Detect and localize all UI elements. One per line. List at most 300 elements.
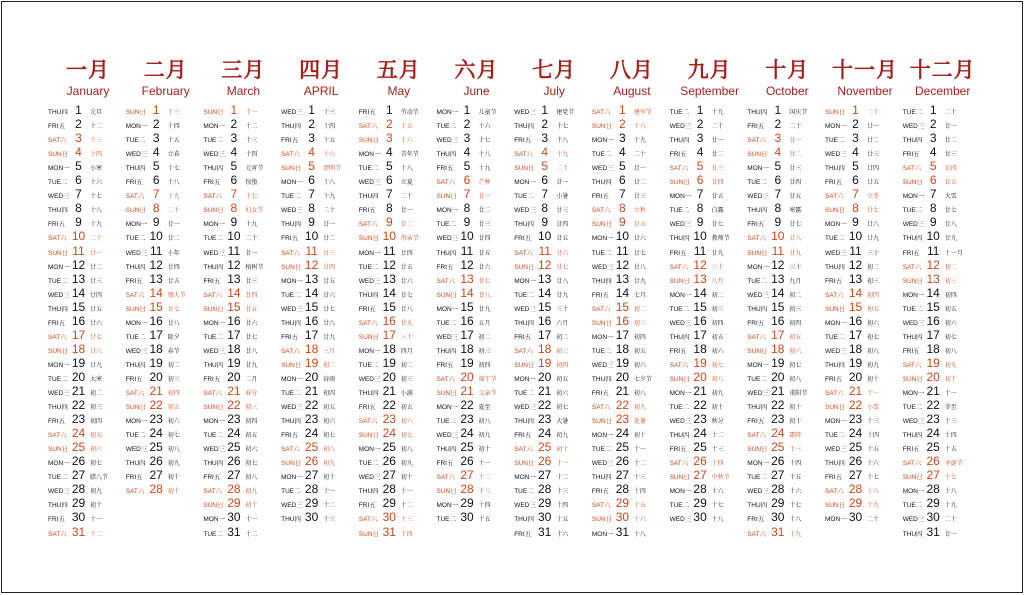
day-number: 20 xyxy=(227,369,241,384)
weekday-label: THU四 xyxy=(281,221,301,229)
day-row xyxy=(48,511,128,525)
day-row xyxy=(281,259,361,273)
weekday-label: SUN日 xyxy=(591,516,613,524)
lunar-date: 十四 xyxy=(323,123,336,131)
lunar-date: 廿一 xyxy=(944,123,957,131)
day-row xyxy=(747,371,827,385)
lunar-date: 十三 xyxy=(400,516,413,524)
day-number: 1 xyxy=(696,103,704,117)
lunar-date: 十五 xyxy=(556,516,569,524)
weekday-label: WED三 xyxy=(902,123,925,131)
weekday-label: TUE二 xyxy=(203,333,223,341)
lunar-date: 廿五 xyxy=(633,221,646,229)
lunar-date: 廿五 xyxy=(400,263,413,271)
day-row xyxy=(203,357,283,371)
day-row xyxy=(825,230,905,244)
lunar-date: 十六 xyxy=(478,123,491,131)
lunar-date: 十五 xyxy=(789,474,802,482)
day-row xyxy=(514,118,594,132)
weekday-label: WED三 xyxy=(591,263,614,271)
day-number: 16 xyxy=(460,313,474,328)
day-row xyxy=(126,441,206,455)
weekday-label: SUN日 xyxy=(281,165,302,173)
day-row xyxy=(825,483,905,497)
day-row xyxy=(281,301,361,315)
month-column xyxy=(48,2,128,592)
day-row xyxy=(514,287,594,301)
day-number: 11 xyxy=(538,243,551,258)
day-row xyxy=(747,483,827,497)
weekday-label: SAT六 xyxy=(125,193,145,201)
day-row xyxy=(670,469,750,483)
day-row xyxy=(825,132,905,146)
day-number: 4 xyxy=(152,145,160,160)
lunar-date: 初七 xyxy=(323,432,336,440)
weekday-label: MON一 xyxy=(48,460,70,468)
lunar-date: 初八 xyxy=(867,347,880,355)
day-row xyxy=(48,329,128,343)
day-row xyxy=(126,329,206,343)
lunar-date: 廿七 xyxy=(167,305,180,313)
weekday-label: SAT六 xyxy=(902,165,922,173)
weekday-label: SUN日 xyxy=(203,305,224,313)
day-row xyxy=(514,329,594,343)
day-number: 6 xyxy=(308,173,315,188)
day-row xyxy=(670,385,750,399)
day-number: 2 xyxy=(696,117,704,132)
weekday-label: SUN日 xyxy=(125,109,146,116)
day-number: 27 xyxy=(615,468,630,483)
lunar-date: 廿四 xyxy=(711,179,724,187)
day-row xyxy=(592,357,672,371)
day-number: 21 xyxy=(382,384,396,398)
day-row xyxy=(281,329,361,343)
weekday-label: MON一 xyxy=(747,165,769,173)
weekday-label: FRI五 xyxy=(48,319,65,327)
day-number: 9 xyxy=(308,215,315,230)
weekday-label: FRI五 xyxy=(48,221,65,229)
lunar-date: 初三 xyxy=(711,305,724,313)
lunar-date: 十八 xyxy=(789,516,802,524)
lunar-date: 初七 xyxy=(245,460,258,468)
day-number: 25 xyxy=(71,440,86,455)
day-row xyxy=(514,497,594,511)
day-number: 14 xyxy=(227,285,241,300)
day-number: 27 xyxy=(926,468,940,483)
day-row xyxy=(670,427,750,441)
weekday-label: WED三 xyxy=(902,319,925,327)
lunar-date: 十六 xyxy=(633,516,646,524)
day-row xyxy=(359,343,439,357)
day-number: 18 xyxy=(149,341,163,356)
day-number: 31 xyxy=(71,524,86,539)
day-row xyxy=(670,160,750,174)
lunar-date: 二十 xyxy=(167,207,180,215)
weekday-label: THU四 xyxy=(125,361,146,369)
weekday-label: SAT六 xyxy=(281,347,300,355)
day-number: 22 xyxy=(149,398,163,413)
lunar-date: 霜降 xyxy=(789,432,802,440)
day-row xyxy=(592,441,672,455)
lunar-date: 廿九 xyxy=(711,249,724,257)
weekday-label: FRI五 xyxy=(514,530,532,538)
day-number: 24 xyxy=(926,426,940,441)
lunar-date: 廿二 xyxy=(400,221,413,229)
day-number: 20 xyxy=(693,369,707,384)
day-number: 4 xyxy=(852,145,859,160)
lunar-date: 十五 xyxy=(400,123,413,131)
lunar-date: 寒露 xyxy=(789,207,802,215)
day-row xyxy=(359,188,439,202)
day-number: 16 xyxy=(71,313,86,328)
lunar-date: 廿三 xyxy=(944,151,957,159)
weekday-label: FRI五 xyxy=(125,375,143,383)
lunar-date: 廿一 xyxy=(789,137,802,145)
weekday-label: WED三 xyxy=(747,488,769,496)
day-number: 8 xyxy=(541,201,549,216)
weekday-label: WED三 xyxy=(203,151,226,159)
day-number: 16 xyxy=(926,313,940,328)
weekday-label: THU四 xyxy=(203,263,224,271)
day-row xyxy=(670,230,750,244)
day-number: 24 xyxy=(71,426,86,441)
lunar-date: 十七 xyxy=(90,193,103,201)
day-number: 15 xyxy=(149,299,163,314)
day-number: 21 xyxy=(227,384,241,398)
lunar-date: 廿三 xyxy=(90,277,103,285)
month-name-english: August xyxy=(613,84,651,98)
weekday-label: THU四 xyxy=(436,347,457,355)
day-number: 25 xyxy=(926,440,940,455)
lunar-date: 十八 xyxy=(478,151,491,159)
weekday-label: MON一 xyxy=(514,375,536,383)
lunar-date: 十七 xyxy=(711,502,724,510)
day-number: 16 xyxy=(615,313,630,328)
day-number: 8 xyxy=(308,201,315,216)
weekday-label: THU四 xyxy=(591,375,612,383)
day-number: 22 xyxy=(538,398,552,413)
day-number: 2 xyxy=(852,117,859,132)
day-row xyxy=(281,104,361,118)
day-row xyxy=(747,259,827,273)
lunar-date: 芒种 xyxy=(478,179,491,187)
weekday-label: MON一 xyxy=(203,123,226,131)
lunar-date: 廿三 xyxy=(711,165,724,173)
lunar-date: 十八 xyxy=(90,207,103,215)
weekday-label: TUE二 xyxy=(48,277,68,285)
day-row xyxy=(359,483,439,497)
lunar-date: 初六 xyxy=(711,347,724,355)
weekday-label: FRI五 xyxy=(203,474,221,482)
lunar-date: 初十 xyxy=(400,474,413,482)
day-number: 2 xyxy=(152,117,160,132)
day-row xyxy=(126,146,206,160)
weekday-label: MON一 xyxy=(436,207,459,215)
lunar-date: 初十 xyxy=(633,432,646,440)
day-row xyxy=(514,146,594,160)
day-number: 4 xyxy=(929,145,937,160)
weekday-label: THU四 xyxy=(48,305,68,313)
lunar-date: 十一 xyxy=(323,488,336,496)
day-row xyxy=(670,174,750,188)
lunar-date: 初五 xyxy=(90,432,103,440)
lunar-date: 廿八 xyxy=(867,221,880,229)
day-row xyxy=(514,174,594,188)
weekday-label: TUE二 xyxy=(902,109,923,116)
lunar-date: 春节 xyxy=(167,347,180,355)
day-row xyxy=(592,146,672,160)
day-row xyxy=(203,301,283,315)
day-number: 3 xyxy=(463,131,471,146)
lunar-date: 清明节 xyxy=(323,165,342,173)
day-number: 24 xyxy=(771,426,785,441)
weekday-label: SAT六 xyxy=(358,319,378,327)
weekday-label: FRI五 xyxy=(825,277,842,285)
day-number: 11 xyxy=(926,243,940,258)
day-number: 17 xyxy=(926,327,940,342)
day-row xyxy=(437,427,517,441)
day-number: 10 xyxy=(693,229,707,244)
lunar-date: 廿九 xyxy=(400,319,413,327)
day-row xyxy=(48,132,128,146)
weekday-label: THU四 xyxy=(281,516,301,524)
lunar-date: 大雪 xyxy=(944,193,957,201)
day-number: 17 xyxy=(538,327,552,342)
weekday-label: SAT六 xyxy=(358,516,378,524)
lunar-date: 廿四 xyxy=(400,249,413,257)
day-row xyxy=(359,230,439,244)
lunar-date: 二十 xyxy=(867,109,880,116)
day-row xyxy=(903,343,983,357)
weekday-label: THU四 xyxy=(358,291,379,299)
day-row xyxy=(747,104,827,118)
lunar-date: 十一 xyxy=(944,390,957,397)
lunar-date: 廿五 xyxy=(90,305,103,313)
lunar-date: 二十 xyxy=(245,235,258,243)
day-row xyxy=(903,511,983,525)
day-number: 5 xyxy=(774,159,782,174)
day-row xyxy=(903,245,983,259)
lunar-date: 初三 xyxy=(944,277,957,285)
month-name-chinese: 十月 xyxy=(765,58,810,82)
day-row xyxy=(203,427,283,441)
day-row xyxy=(825,174,905,188)
day-number: 2 xyxy=(385,117,393,132)
day-number: 21 xyxy=(615,384,630,398)
weekday-label: SUN日 xyxy=(591,418,613,426)
day-number: 31 xyxy=(538,524,552,539)
lunar-date: 妇女节 xyxy=(245,207,264,215)
day-row xyxy=(903,441,983,455)
day-row xyxy=(203,315,283,329)
weekday-label: MON一 xyxy=(436,305,459,313)
weekday-label: TUE二 xyxy=(591,347,612,355)
day-row xyxy=(281,357,361,371)
day-row xyxy=(359,497,439,511)
day-number: 11 xyxy=(149,243,163,258)
weekday-label: SAT六 xyxy=(436,277,456,285)
day-number: 6 xyxy=(619,173,626,188)
day-number: 15 xyxy=(771,299,785,314)
lunar-date: 初九 xyxy=(245,488,258,496)
day-row xyxy=(281,371,361,385)
day-number: 13 xyxy=(615,271,630,286)
day-row xyxy=(903,146,983,160)
day-number: 9 xyxy=(385,215,393,230)
day-number: 27 xyxy=(71,468,86,483)
day-number: 19 xyxy=(71,355,86,370)
day-row xyxy=(281,273,361,287)
month-column xyxy=(825,2,905,592)
day-row xyxy=(437,132,517,146)
lunar-date: 十三 xyxy=(323,516,336,524)
month-name-english: March xyxy=(226,84,261,98)
lunar-date: 十四 xyxy=(944,432,957,440)
weekday-label: WED三 xyxy=(747,291,769,299)
weekday-label: TUE二 xyxy=(358,263,379,271)
lunar-date: 十一 xyxy=(245,109,258,116)
weekday-label: THU四 xyxy=(48,207,68,215)
lunar-date: 廿一 xyxy=(90,249,103,257)
lunar-date: 十五 xyxy=(167,137,180,145)
lunar-date: 初九 xyxy=(167,460,180,468)
weekday-label: SAT六 xyxy=(514,151,533,159)
day-number: 7 xyxy=(619,187,626,202)
weekday-label: FRI五 xyxy=(281,432,299,440)
lunar-date: 三十 xyxy=(556,305,569,313)
lunar-date: 廿四 xyxy=(944,165,957,173)
weekday-label: FRI五 xyxy=(825,179,842,187)
weekday-label: SAT六 xyxy=(591,207,611,215)
day-number: 15 xyxy=(538,299,552,314)
day-number: 10 xyxy=(848,229,863,244)
lunar-date: 十一 xyxy=(633,446,646,454)
day-row xyxy=(514,245,594,259)
day-number: 6 xyxy=(541,173,549,188)
day-number: 14 xyxy=(382,285,396,300)
day-row xyxy=(437,413,517,427)
day-number: 11 xyxy=(693,243,707,258)
day-row xyxy=(825,315,905,329)
day-number: 3 xyxy=(619,131,626,146)
lunar-date: 十五 xyxy=(867,446,880,454)
day-row xyxy=(670,216,750,230)
weekday-label: TUE二 xyxy=(902,207,923,215)
day-number: 3 xyxy=(230,131,238,146)
day-row xyxy=(903,385,983,399)
day-number: 27 xyxy=(304,468,319,483)
day-row xyxy=(514,511,594,525)
day-row xyxy=(903,259,983,273)
day-number: 18 xyxy=(71,341,86,356)
weekday-label: FRI五 xyxy=(902,249,920,257)
weekday-label: SAT六 xyxy=(669,361,689,369)
lunar-date: 十四 xyxy=(400,530,413,538)
weekday-label: THU四 xyxy=(514,418,535,426)
weekday-label: SUN日 xyxy=(514,165,535,173)
day-number: 26 xyxy=(693,454,707,469)
lunar-date: 初二 xyxy=(90,390,103,397)
weekday-label: THU四 xyxy=(591,277,612,285)
day-row xyxy=(592,216,672,230)
weekday-label: MON一 xyxy=(902,488,925,496)
day-row xyxy=(126,160,206,174)
lunar-date: 初六 xyxy=(633,361,646,369)
weekday-label: SAT六 xyxy=(514,249,533,257)
lunar-date: 初十 xyxy=(944,375,957,383)
weekday-label: SUN日 xyxy=(358,235,380,243)
day-number: 12 xyxy=(71,257,86,272)
weekday-label: WED三 xyxy=(825,347,847,355)
day-number: 26 xyxy=(538,454,552,469)
weekday-label: THU四 xyxy=(48,109,68,116)
day-row xyxy=(48,202,128,216)
day-number: 19 xyxy=(693,355,707,370)
weekday-label: WED三 xyxy=(825,151,847,159)
lunar-date: 廿二 xyxy=(633,179,646,187)
weekday-label: WED三 xyxy=(902,418,925,426)
day-row xyxy=(747,399,827,413)
day-row xyxy=(514,357,594,371)
day-number: 10 xyxy=(149,229,163,244)
lunar-date: 十八 xyxy=(633,530,646,538)
day-row xyxy=(514,160,594,174)
day-number: 5 xyxy=(75,159,82,174)
day-number: 13 xyxy=(71,271,86,286)
day-number: 3 xyxy=(774,131,782,146)
lunar-date: 廿三 xyxy=(633,193,646,201)
day-number: 21 xyxy=(149,384,163,398)
day-row xyxy=(670,245,750,259)
day-row xyxy=(48,427,128,441)
day-number: 10 xyxy=(304,229,319,244)
day-number: 17 xyxy=(848,327,863,342)
day-row xyxy=(825,343,905,357)
day-row xyxy=(126,469,206,483)
lunar-date: 廿五 xyxy=(478,249,491,257)
weekday-label: WED三 xyxy=(514,207,536,215)
lunar-date: 廿六 xyxy=(245,319,258,327)
day-row xyxy=(747,202,827,216)
day-number: 31 xyxy=(382,524,396,539)
day-row xyxy=(514,343,594,357)
day-number: 27 xyxy=(538,468,552,483)
lunar-date: 廿七 xyxy=(789,221,802,229)
day-row xyxy=(437,497,517,511)
day-number: 21 xyxy=(848,384,863,398)
day-number: 28 xyxy=(926,482,940,497)
day-number: 19 xyxy=(382,355,396,370)
lunar-date: 初二 xyxy=(556,333,569,341)
weekday-label: WED三 xyxy=(281,109,303,116)
lunar-date: 劳动节 xyxy=(400,109,419,116)
day-row xyxy=(48,469,128,483)
day-row xyxy=(514,132,594,146)
day-row xyxy=(592,259,672,273)
day-row xyxy=(825,301,905,315)
lunar-date: 廿二 xyxy=(478,207,491,215)
lunar-date: 初四 xyxy=(944,291,957,299)
weekday-label: SAT六 xyxy=(747,432,766,440)
weekday-label: FRI五 xyxy=(747,319,765,327)
day-number: 28 xyxy=(149,482,163,497)
lunar-date: 六月 xyxy=(556,319,569,327)
lunar-date: 十一月 xyxy=(944,249,963,257)
weekday-label: SAT六 xyxy=(825,488,844,496)
day-number: 11 xyxy=(849,243,862,258)
weekday-label: SUN日 xyxy=(125,404,146,412)
lunar-date: 九月 xyxy=(789,277,802,285)
